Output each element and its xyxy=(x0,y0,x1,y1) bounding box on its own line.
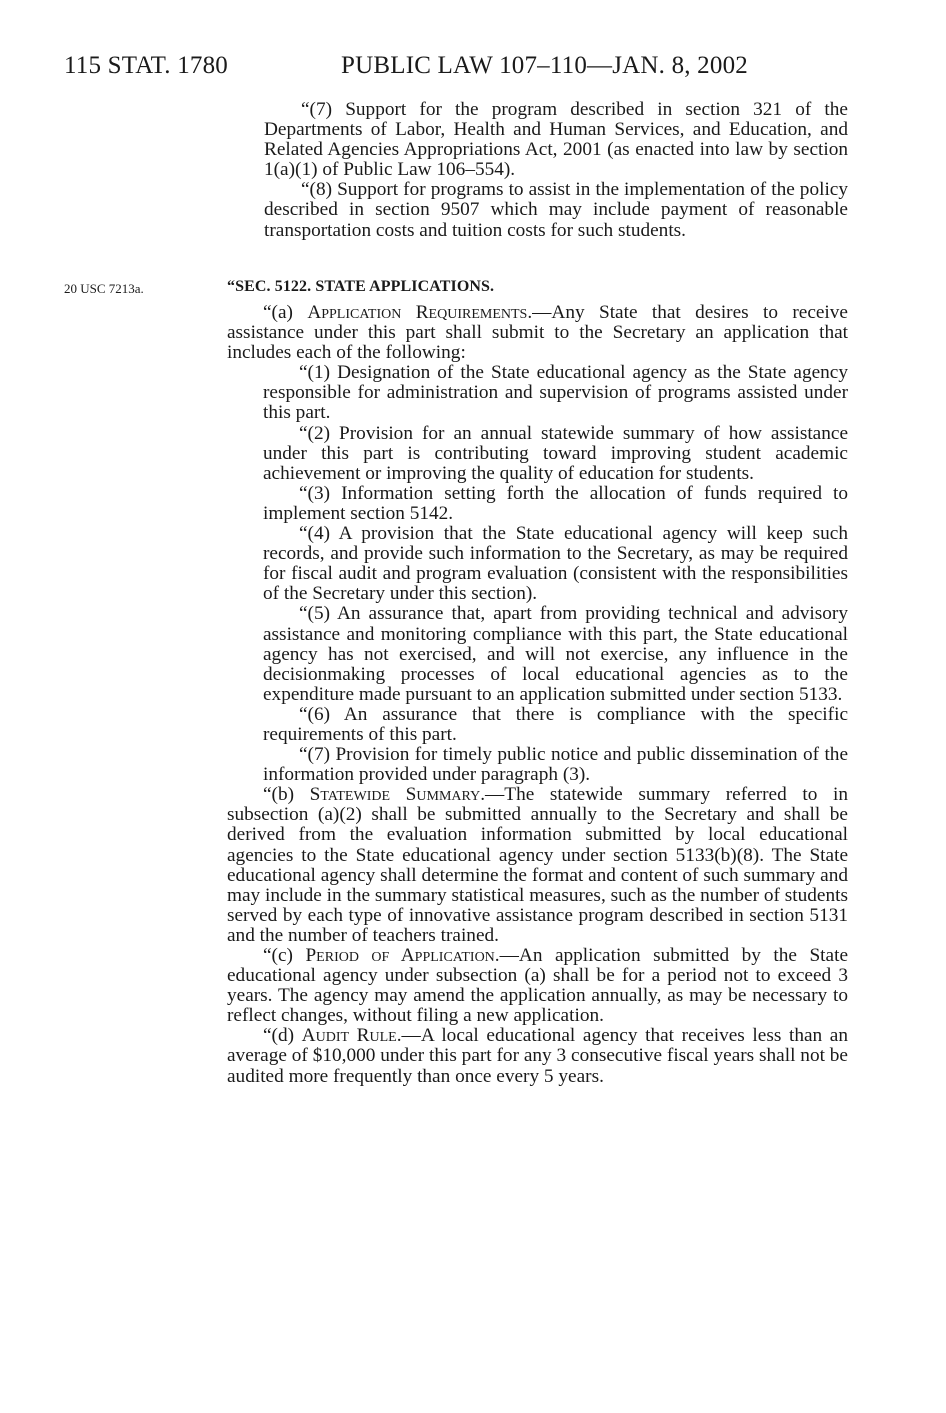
subsection-c-text: .—An application submitted by the State educational agency under subsection (a) shall be for a period not to exceed 3 years. The agency may amend the application annually, as may be necessary to reflect changes, without filing a new application. xyxy=(227,945,849,1027)
subsection-a-heading: Application Requirements xyxy=(307,302,528,323)
continued-paragraphs xyxy=(227,100,848,241)
item-a5: “(5) An assurance that, apart from providing technical and advisory assistance and monitoring compliance with this part, the State educational agency has not exercised, and will not exercise, any influence in the decisionmaking processes of local educational agencies as to the expenditure made pursuant to an application submitted under section 5133. xyxy=(263,603,848,705)
subsection-d-prefix: “(d) xyxy=(263,1025,302,1047)
subsection-a-text: .—Any State that desires to receive assistance under this part shall submit to the Secretary an application that includes each of the following: xyxy=(227,302,848,364)
item-a3: “(3) Information setting forth the allocation of funds required to implement section 5142. xyxy=(263,482,848,524)
subsection-a xyxy=(227,303,848,363)
subsection-d-text: .—A local educational agency that receives less than an average of $10,000 under this part for any 3 consecutive fiscal years shall not be audited more frequently than once every 5 years. xyxy=(227,1025,848,1087)
item-a4: “(4) A provision that the State educational agency will keep such records, and provide such information to the Secretary, as may be required for fiscal audit and program evaluation (consistent with the responsibilities of the Secretary under this section). xyxy=(263,523,848,605)
section-heading: “SEC. 5122. STATE APPLICATIONS. xyxy=(227,278,495,295)
stat-page-number: 115 STAT. 1780 xyxy=(64,52,228,79)
subsection-b xyxy=(227,785,848,946)
paragraph-8: “(8) Support for programs to assist in the implementation of the policy described in section 9507 which may include payment of reasonable transportation costs and tuition costs for such students. xyxy=(264,179,848,241)
item-a1: “(1) Designation of the State educational agency as the State agency responsible for administration and supervision of programs assisted under this part. xyxy=(263,362,848,424)
item-a7: “(7) Provision for timely public notice and public dissemination of the information provided under paragraph (3). xyxy=(263,744,848,786)
subsection-c xyxy=(227,946,848,1026)
subsection-c-prefix: “(c) xyxy=(263,945,306,966)
subsection-b-heading: Statewide Summary xyxy=(309,784,481,806)
margin-citation: 20 USC 7213a. xyxy=(64,281,144,296)
subsection-a-prefix: “(a) xyxy=(263,302,308,323)
subsection-d xyxy=(227,1026,848,1086)
subsection-d-heading: Audit Rule xyxy=(301,1025,397,1047)
item-a2: “(2) Provision for an annual statewide summary of how assistance under this part is contributing toward improving student academic achievement or improving the quality of education for students. xyxy=(263,422,848,484)
public-law-title: PUBLIC LAW 107–110—JAN. 8, 2002 xyxy=(341,52,748,79)
subsection-b-prefix: “(b) xyxy=(263,784,310,806)
subsection-b-text: .—The statewide summary referred to in subsection (a)(2) shall be submitted annually to the Secretary and shall be derived from the evaluation information submitted by local educational agencies to the State educational agency under section 5133(b)(8). The State educational agency shall determine the format and content of such summary and may include in the summary statistical measures, such as the number of students served by each type of innovative assistance program described in section 5131 and the number of teachers trained. xyxy=(227,784,848,946)
paragraph-7: “(7) Support for the program described in section 321 of the Departments of Labor, Health and Human Services, and Education, and Related Agencies Appropriations Act, 2001 (as enacted into law by section 1(a)(1) of Public Law 106–554). xyxy=(264,99,848,181)
section-body xyxy=(227,303,848,1087)
item-a6: “(6) An assurance that there is compliance with the specific requirements of this part. xyxy=(263,703,848,745)
subsection-c-heading: Period of Application xyxy=(305,945,495,966)
